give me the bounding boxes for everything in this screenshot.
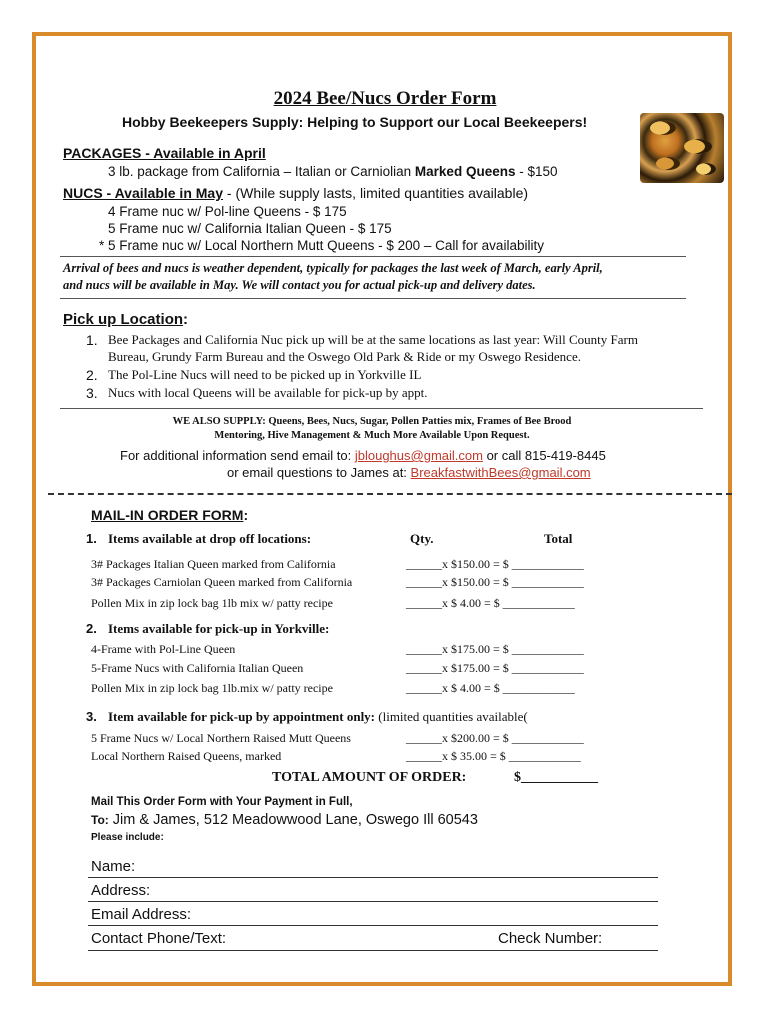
email-link-jbloughus[interactable]: jbloughus@gmail.com	[354, 448, 483, 463]
section-number: 1.	[86, 531, 97, 546]
divider	[60, 298, 686, 299]
contact-line2: or email questions to James at: BreakfastwithBees@gmail.com	[227, 465, 591, 480]
pickup-item: Nucs with local Queens will be available for pick-up by appt.	[108, 385, 428, 400]
section3-title-line: Item available for pick-up by appointment only: (limited quantities available(	[108, 709, 528, 724]
email-link-breakfastwithbees[interactable]: BreakfastwithBees@gmail.com	[410, 465, 591, 480]
page-title: 2024 Bee/Nucs Order Form	[273, 88, 497, 109]
order-item-calc[interactable]: ______x $ 35.00 = $ ____________	[406, 749, 581, 763]
pickup-number: 1.	[86, 332, 98, 348]
mail-address-line: To: Jim & James, 512 Meadowwood Lane, Oswego Ill 60543	[91, 812, 478, 828]
mailin-heading: MAIL-IN ORDER FORM	[91, 507, 244, 523]
order-item-label: Pollen Mix in zip lock bag 1lb.mix w/ patty recipe	[91, 681, 333, 695]
contact-line1: For additional information send email to: jbloughus@gmail.com or call 815-419-8445	[120, 448, 606, 463]
address-field[interactable]	[88, 901, 658, 902]
packages-heading: PACKAGES - Available in April	[63, 145, 266, 161]
bees-photo	[640, 113, 724, 183]
order-item-label: 3# Packages Carniolan Queen marked from California	[91, 575, 353, 589]
order-item-calc[interactable]: ______x $ 4.00 = $ ____________	[406, 596, 575, 610]
order-item-label: 4-Frame with Pol-Line Queen	[91, 642, 236, 656]
total-value[interactable]: $___________	[514, 770, 598, 785]
section-number: 2.	[86, 621, 97, 636]
phone-check-field[interactable]	[88, 950, 658, 951]
pickup-number: 3.	[86, 385, 98, 401]
section3-title: Item available for pick-up by appointment only:	[108, 709, 379, 724]
pickup-heading: Pick up Location	[63, 311, 184, 328]
please-include: Please include:	[91, 832, 164, 843]
qty-header: Qty.	[410, 531, 434, 546]
order-item-label: Pollen Mix in zip lock bag 1lb mix w/ patty recipe	[91, 596, 333, 610]
arrival-note-line2: and nucs will be available in May. We will contact you for actual pick-up and delivery dates.	[63, 278, 536, 292]
order-item-calc[interactable]: ______x $150.00 = $ ____________	[406, 557, 584, 571]
section-number: 3.	[86, 709, 97, 724]
nucs-item: 4 Frame nuc w/ Pol-line Queens - $ 175	[108, 204, 347, 219]
mailin-heading-line: MAIL-IN ORDER FORM:	[91, 507, 249, 523]
nucs-item: * 5 Frame nuc w/ Local Northern Mutt Queens - $ 200 – Call for availability	[99, 238, 544, 253]
divider	[60, 256, 686, 257]
order-item-calc[interactable]: ______x $175.00 = $ ____________	[406, 661, 584, 675]
packages-line: 3 lb. package from California – Italian or Carniolian Marked Queens - $150	[108, 164, 558, 179]
email-field-label: Email Address:	[91, 906, 192, 923]
pickup-number: 2.	[86, 367, 98, 383]
order-item-label: 3# Packages Italian Queen marked from California	[91, 557, 336, 571]
order-item-calc[interactable]: ______x $200.00 = $ ____________	[406, 731, 584, 745]
mail-instruction: Mail This Order Form with Your Payment in Full,	[91, 796, 353, 808]
arrival-note-line1: Arrival of bees and nucs is weather dependent, typically for packages the last week of March, early April,	[63, 261, 603, 275]
order-item-label: Local Northern Raised Queens, marked	[91, 749, 282, 763]
total-header: Total	[544, 531, 573, 546]
address-field-label: Address:	[91, 882, 151, 899]
name-field-label: Name:	[91, 858, 136, 875]
email-field[interactable]	[88, 925, 658, 926]
section1-title: Items available at drop off locations:	[108, 531, 312, 546]
pickup-heading-line: Pick up Location:	[63, 311, 189, 328]
mail-address: Jim & James, 512 Meadowwood Lane, Oswego Ill 60543	[108, 812, 478, 828]
pickup-item: The Pol-Line Nucs will need to be picked up in Yorkville IL	[108, 367, 422, 382]
pickup-item: Bureau, Grundy Farm Bureau and the Oswego Old Park & Ride or my Oswego Residence.	[108, 349, 581, 364]
nucs-note: - (While supply lasts, limited quantities available)	[223, 185, 529, 201]
divider	[60, 408, 703, 409]
nucs-item: 5 Frame nuc w/ California Italian Queen - $ 175	[108, 221, 392, 236]
section2-title: Items available for pick-up in Yorkville:	[108, 621, 330, 636]
order-item-label: 5-Frame Nucs with California Italian Queen	[91, 661, 304, 675]
order-item-label: 5 Frame Nucs w/ Local Northern Raised Mutt Queens	[91, 731, 351, 745]
cut-line	[48, 493, 732, 495]
supply-line2: Mentoring, Hive Management & Much More Available Upon Request.	[214, 430, 530, 441]
nucs-header-line	[63, 185, 528, 201]
order-item-calc[interactable]: ______x $ 4.00 = $ ____________	[406, 681, 575, 695]
order-item-calc[interactable]: ______x $175.00 = $ ____________	[406, 642, 584, 656]
total-label: TOTAL AMOUNT OF ORDER:	[272, 770, 467, 785]
phone-field-label: Contact Phone/Text:	[91, 930, 227, 947]
check-number-label: Check Number:	[498, 930, 603, 947]
page-subtitle: Hobby Beekeepers Supply: Helping to Support our Local Beekeepers!	[122, 114, 588, 130]
name-field[interactable]	[88, 877, 658, 878]
order-item-calc[interactable]: ______x $150.00 = $ ____________	[406, 575, 584, 589]
pickup-item: Bee Packages and California Nuc pick up will be at the same locations as last year: Will County Farm	[108, 332, 638, 347]
nucs-heading: NUCS - Available in May	[63, 185, 224, 201]
supply-line1: WE ALSO SUPPLY: Queens, Bees, Nucs, Sugar, Pollen Patties mix, Frames of Bee Brood	[172, 416, 572, 427]
